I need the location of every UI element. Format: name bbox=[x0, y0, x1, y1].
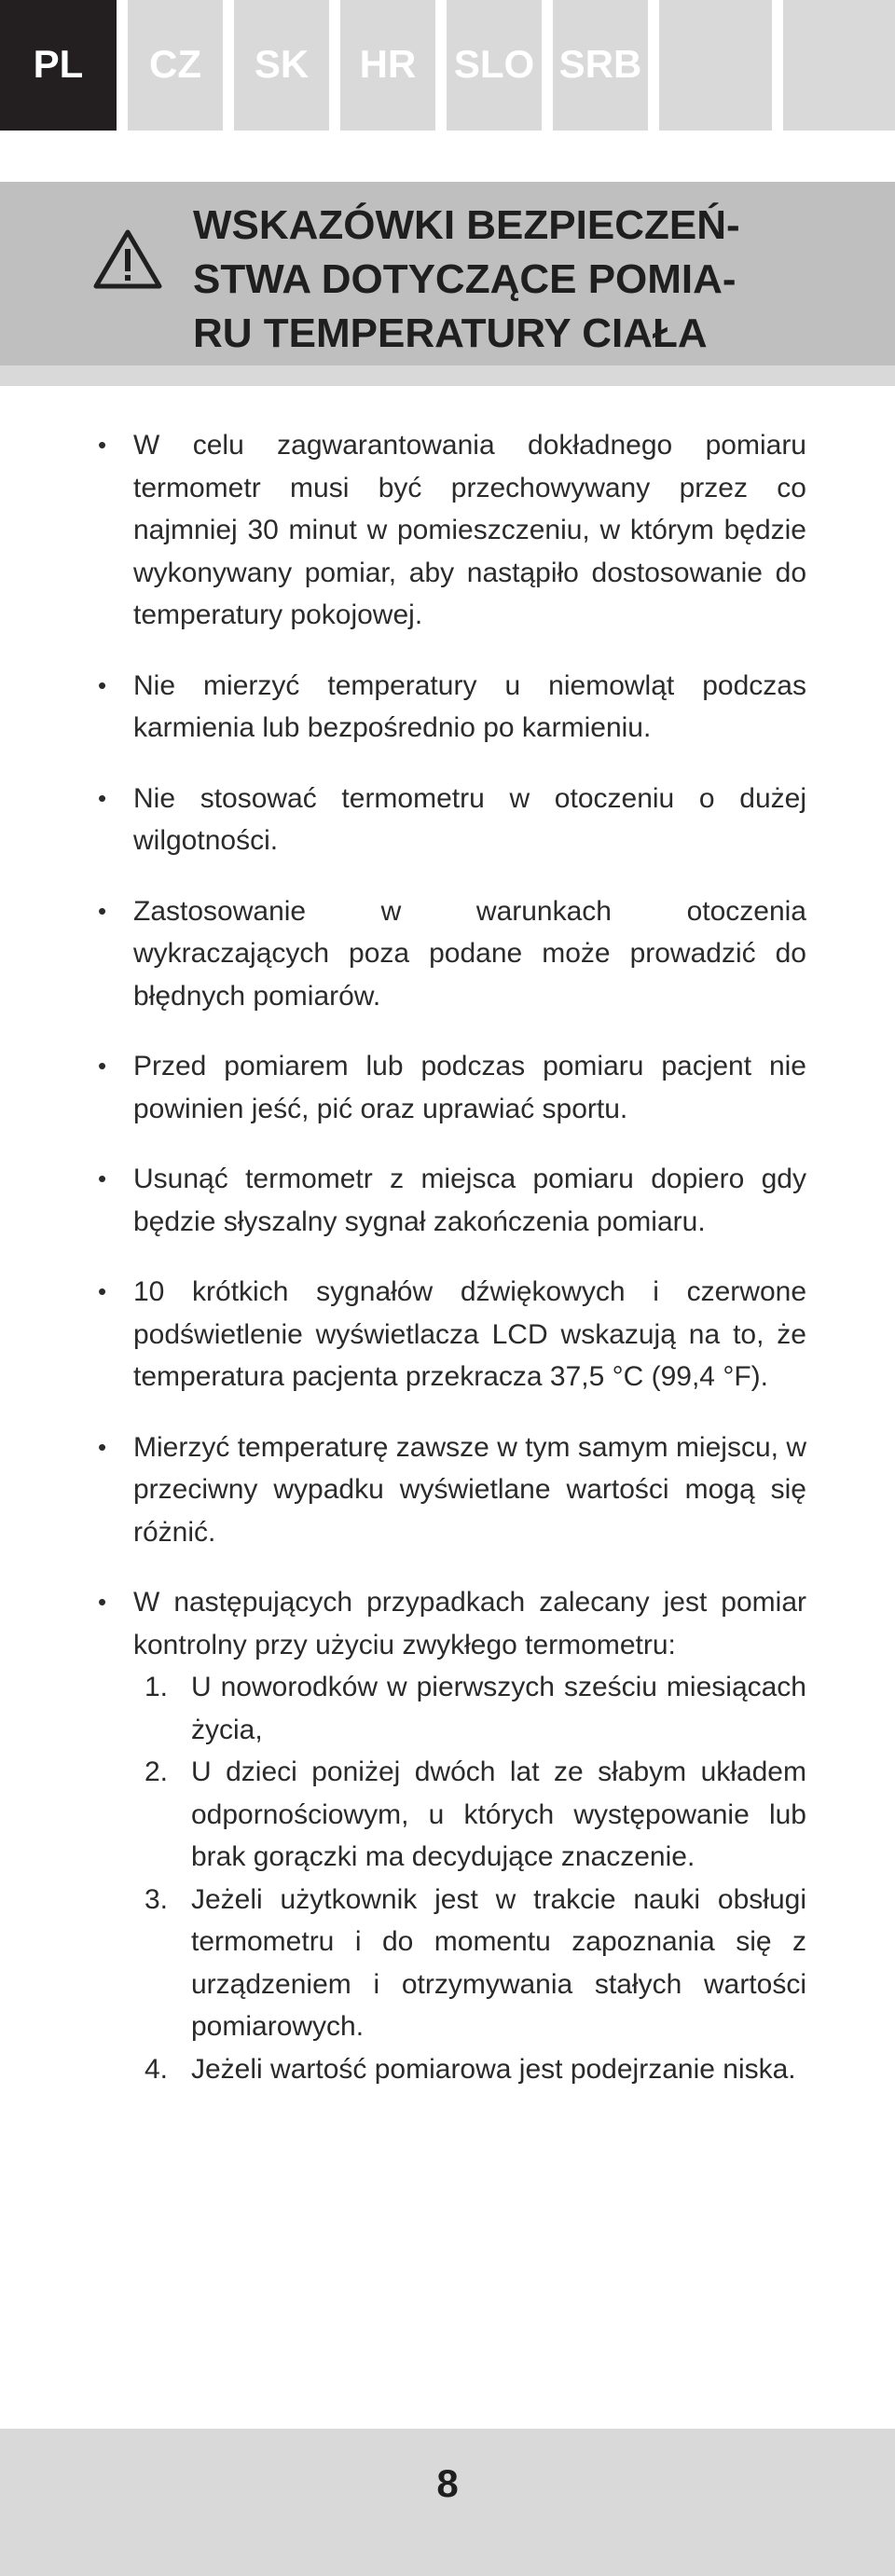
tab-sk[interactable] bbox=[234, 0, 329, 131]
item-text: U dzieci poniżej dwóch lat ze słabym układem odpornościowym, u których występowanie lub brak gorączki ma decydujące znaczenie. bbox=[191, 1756, 806, 1872]
title-line: WSKAZÓWKI BEZPIECZEŃ- bbox=[193, 202, 740, 248]
title-line: RU TEMPERATURY CIAŁA bbox=[193, 310, 708, 356]
page-number: 8 bbox=[436, 2461, 459, 2505]
tab-label: HR bbox=[359, 42, 417, 86]
list-item: • Mierzyć temperaturę zawsze w tym samym miejscu, w przeciwny wypadku wyświetlane wartości mogą się różnić. bbox=[98, 1426, 806, 1554]
list-item: • Usunąć termometr z miejsca pomiaru dopiero gdy będzie słyszalny sygnał zakończenia pomiaru. bbox=[98, 1158, 806, 1243]
tab-label: SK bbox=[254, 42, 310, 86]
tab-blank bbox=[783, 0, 895, 131]
tab-label: CZ bbox=[149, 42, 201, 86]
item-number: 3. bbox=[145, 1883, 169, 1915]
section-header bbox=[0, 182, 895, 365]
language-tabs bbox=[0, 0, 895, 131]
item-text: Jeżeli wartość pomiarowa jest podejrzanie niska. bbox=[191, 2053, 796, 2085]
safety-instructions bbox=[98, 424, 806, 2090]
list-item: • 10 krótkich sygnałów dźwiękowych i czerwone podświetlenie wyświetlacza LCD wskazują na to, że temperatura pacjenta przekracza 37,5 °C (99,4 °F). bbox=[98, 1271, 806, 1398]
tab-label: SRB bbox=[558, 42, 642, 86]
list-item: • W celu zagwarantowania dokładnego pomiaru termometr musi być przechowywany przez co najmniej 30 minut w pomieszczeniu, w którym będzie wykonywany pomiar, aby nastąpiło dostosowanie do temperatury pokojowej. bbox=[98, 424, 806, 637]
tab-slo[interactable] bbox=[447, 0, 542, 131]
list-item bbox=[98, 1581, 806, 1666]
tab-cz[interactable] bbox=[128, 0, 223, 131]
list-item: • Nie stosować termometru w otoczeniu o dużej wilgotności. bbox=[98, 778, 806, 862]
tab-srb[interactable] bbox=[553, 0, 648, 131]
list-item-text: W następujących przypadkach zalecany jest pomiar kontrolny przy użyciu zwykłego termometru: bbox=[133, 1587, 806, 1660]
numbered-list bbox=[98, 1666, 806, 2090]
item-text: Jeżeli użytkownik jest w trakcie nauki obsługi termometru i do momentu zapoznania się z urządzeniem i otrzymywania stałych wartości pomiarowych. bbox=[191, 1883, 806, 2042]
list-item: • Zastosowanie w warunkach otoczenia wykraczających poza podane może prowadzić do błędnych pomiarów. bbox=[98, 890, 806, 1018]
tab-hr[interactable] bbox=[340, 0, 435, 131]
item-text: U noworodków w pierwszych sześciu miesiącach życia, bbox=[191, 1672, 806, 1745]
warning-triangle-icon bbox=[93, 228, 162, 290]
numbered-item bbox=[145, 1751, 806, 1879]
list-item: • Przed pomiarem lub podczas pomiaru pacjent nie powinien jeść, pić oraz uprawiać sportu. bbox=[98, 1045, 806, 1130]
tab-pl[interactable] bbox=[0, 0, 117, 131]
numbered-item bbox=[145, 1879, 806, 2048]
tab-label: SLO bbox=[453, 42, 535, 86]
item-number: 4. bbox=[145, 2053, 169, 2085]
header-stripe bbox=[0, 365, 895, 386]
numbered-item bbox=[145, 1666, 806, 1751]
tab-label: PL bbox=[33, 42, 84, 86]
page-title bbox=[193, 199, 846, 361]
item-number: 1. bbox=[145, 1672, 169, 1702]
title-line: STWA DOTYCZĄCE POMIA- bbox=[193, 256, 737, 302]
bullet-list bbox=[98, 424, 806, 1666]
numbered-item bbox=[145, 2048, 806, 2091]
list-item: • Nie mierzyć temperatury u niemowląt podczas karmienia lub bezpośrednio po karmieniu. bbox=[98, 665, 806, 750]
tab-blank bbox=[659, 0, 772, 131]
item-number: 2. bbox=[145, 1756, 169, 1787]
